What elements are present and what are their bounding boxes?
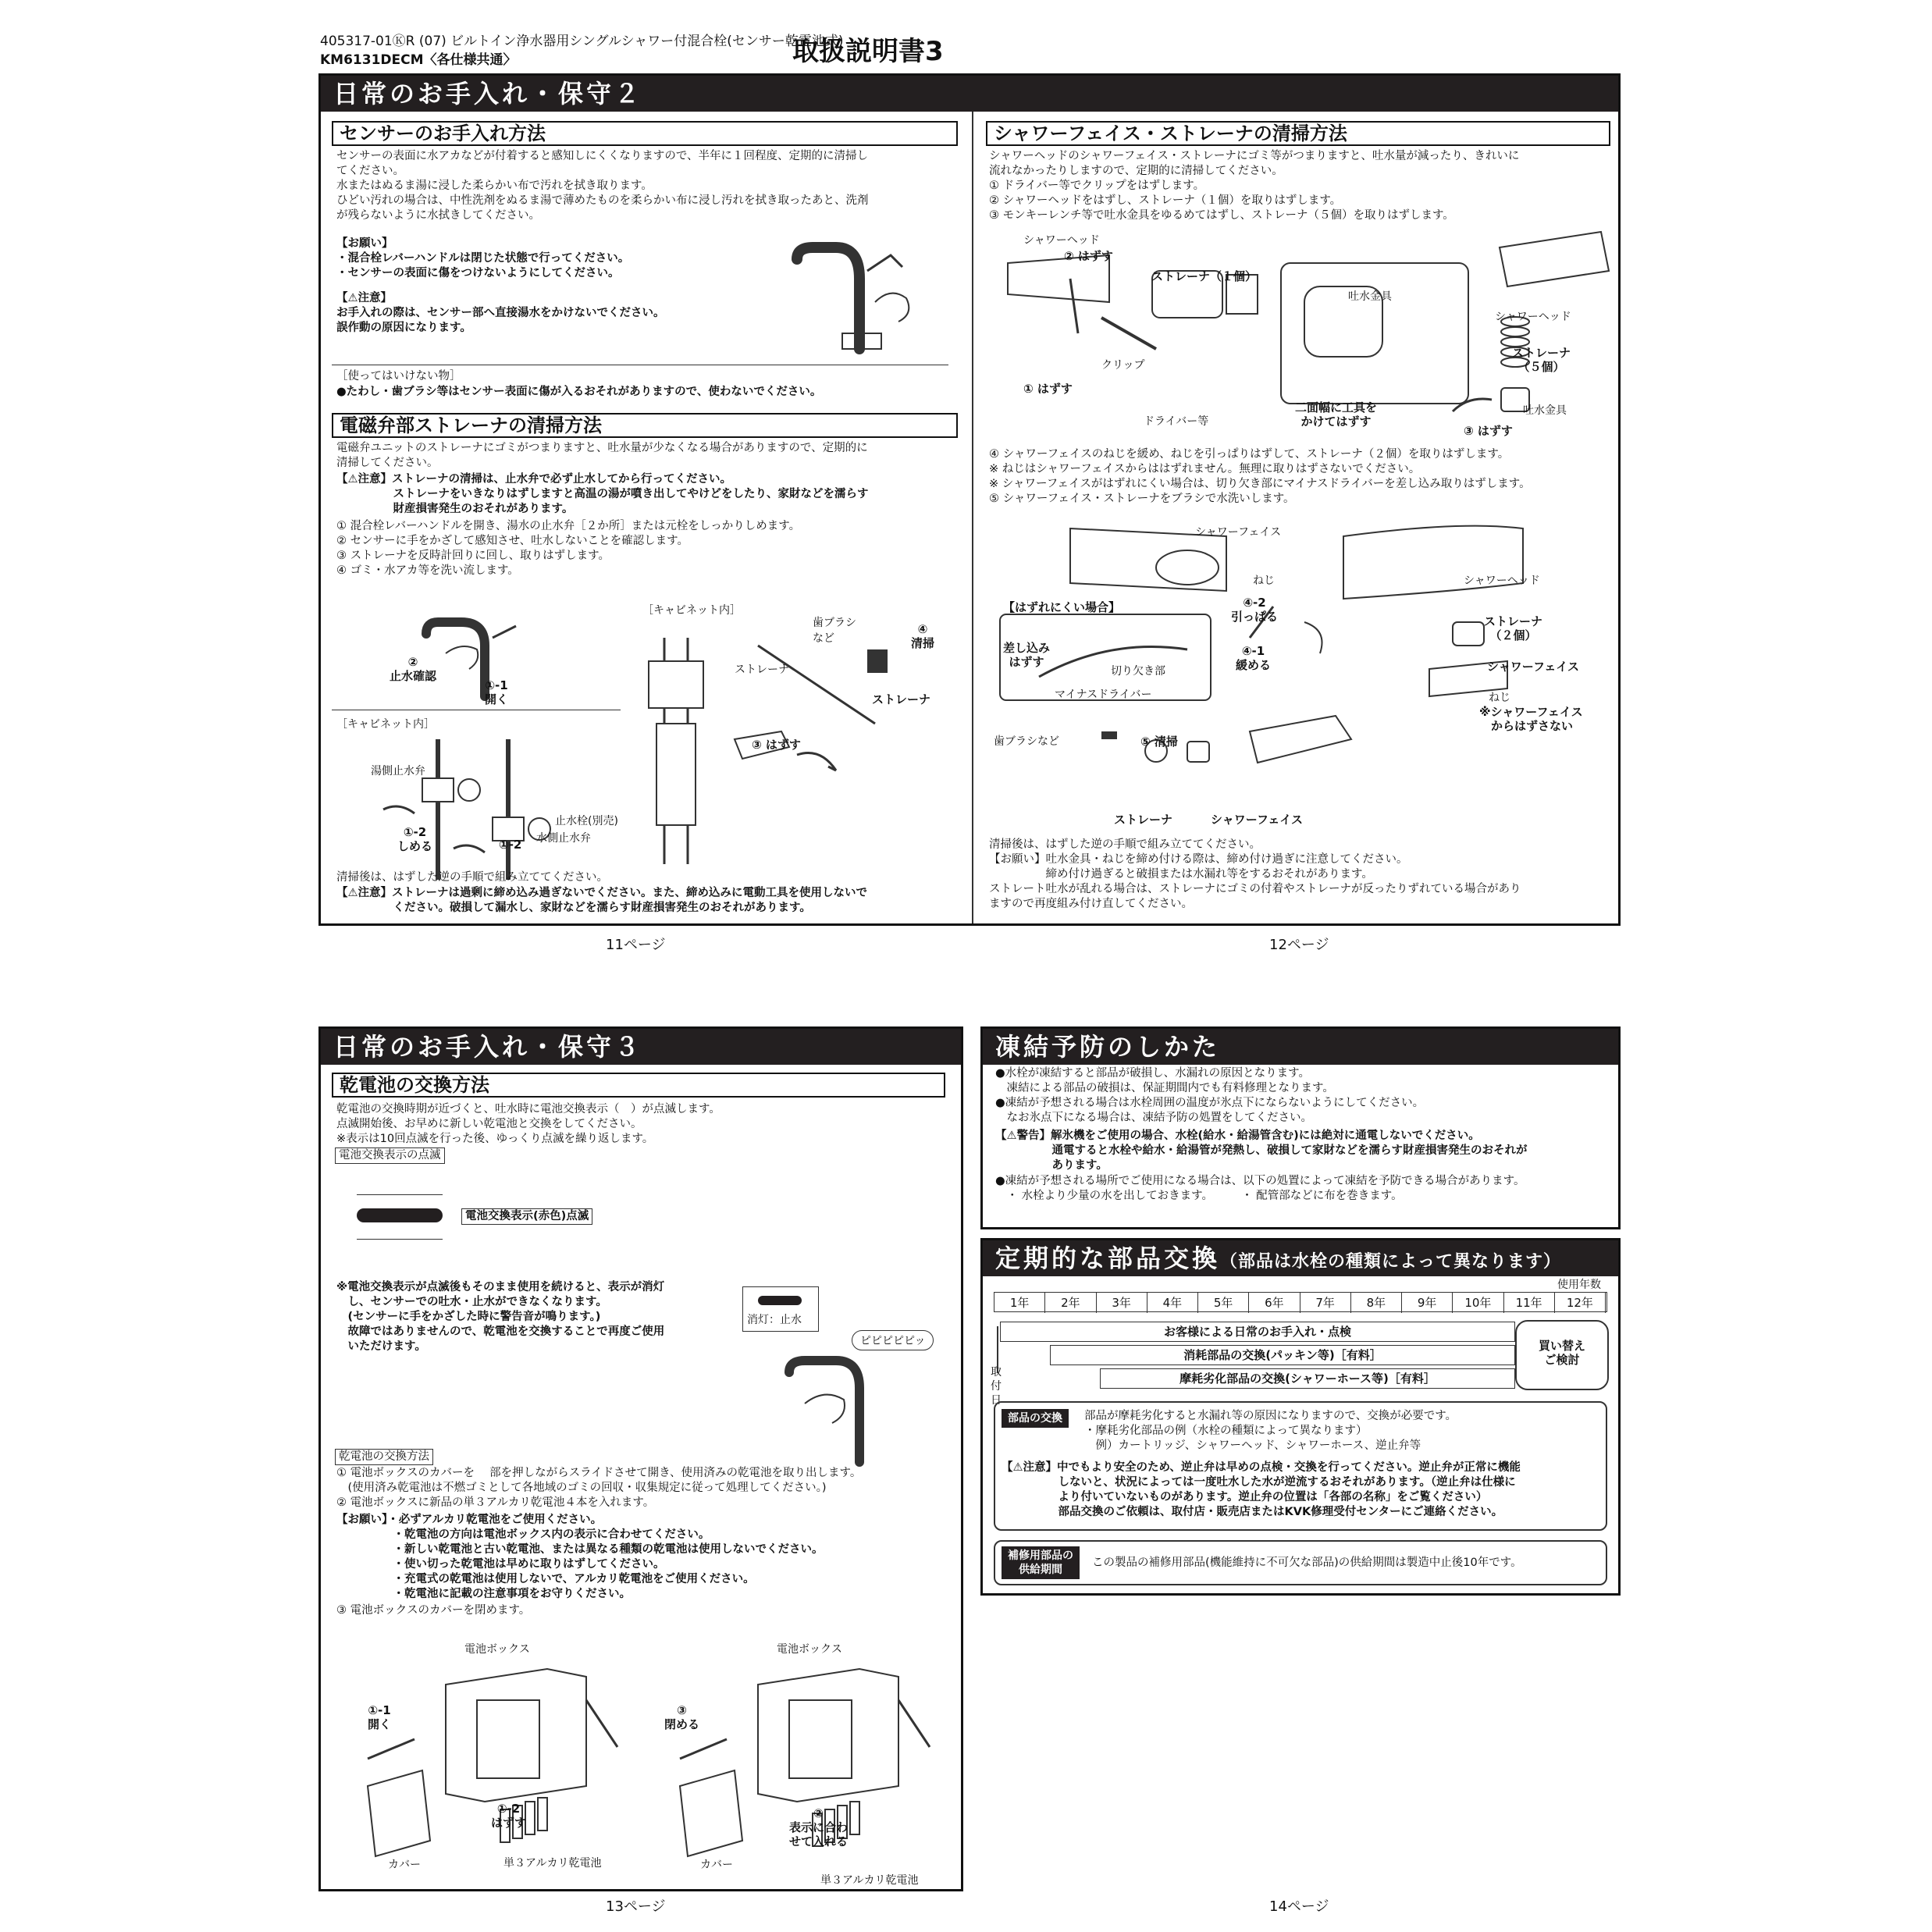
label-strainer-a: ストレーナ: [735, 664, 789, 676]
valve-strainer-title: 電磁弁部ストレーナの清掃方法: [332, 413, 958, 438]
valve-intro: 電磁弁ユニットのストレーナにゴミがつまりますと、吐水量が少なくなる場合がありますので、定期的に 清掃してください。: [336, 442, 868, 469]
year-cell: 2年: [1045, 1293, 1096, 1313]
label-strainer-1: ストレーナ（１個）: [1151, 269, 1258, 283]
label-open-cover: ①-1 開く: [368, 1703, 392, 1731]
label-strainer-5: ストレーナ （５個）: [1512, 346, 1571, 374]
battery-step-3: ③ 電池ボックスのカバーを閉めます。: [336, 1604, 531, 1617]
off-indicator: [758, 1296, 802, 1305]
label-driver: ドライバー等: [1144, 415, 1209, 428]
battery-note: ※電池交換表示が点滅後もそのまま使用を続けると、表示が消灯 し、センサーでの吐水・止水ができなくなります。 (センサーに手をかざした時に警告音が鳴ります。) 故障ではありませんので、乾電池を交換することで再度ご使用 いただけます。: [336, 1281, 665, 1353]
sensor-care-request: 【お願い】 ・混合栓レバーハンドルは閉じた状態で行ってください。 ・センサーの表面に傷をつけないようにしてください。: [336, 237, 630, 279]
years-label: 使用年数: [1557, 1279, 1601, 1291]
label-cover-right: カバー: [700, 1859, 733, 1871]
cabinet-label-upper: ［キャビネット内］: [642, 604, 741, 617]
supply-period-text: この製品の補修用部品(機能維持に不可欠な部品)の供給期間は製造中止後10年です。: [1092, 1557, 1522, 1569]
label-loosen: ④-1 緩める: [1236, 644, 1272, 672]
label-close-2: ①-2: [499, 838, 522, 852]
faucet-check-illustration: [407, 607, 539, 700]
label-remove-2: ② はずす: [1064, 249, 1113, 263]
year-cell: 12年: [1555, 1293, 1606, 1313]
sensor-care-caution: 【⚠注意】 お手入れの際は、センサー部へ直接湯水をかけないでください。 誤作動の原因になります。: [336, 292, 665, 334]
year-cell: 10年: [1453, 1293, 1503, 1313]
label-battery-box-right: 電池ボックス: [777, 1643, 842, 1656]
page11-banner: 日常のお手入れ・保守２: [321, 76, 1618, 112]
label-open: ①-1 開く: [485, 678, 509, 706]
bar-consumables: 消耗部品の交換(パッキン等)［有料］: [1050, 1345, 1515, 1365]
freeze-prevention-box: [980, 1026, 1621, 1229]
label-minus-driver: マイナスドライバー: [1055, 688, 1152, 701]
label-shower-face-2: シャワーフェイス: [1487, 660, 1580, 674]
freeze-body: ●水栓が凍結すると部品が破損し、水漏れの原因となります。 凍結による部品の破損は、保証期間内でも有料修理となります。 ●凍結が予想される場合は水栓周囲の温度が氷点下にならないようにしてください。 なお氷点下になる場合は、凍結予防の処置をしてください。: [995, 1067, 1425, 1124]
year-cell: 5年: [1198, 1293, 1249, 1313]
year-cell: 1年: [994, 1293, 1045, 1313]
parts-banner-title: 定期的な部品交換: [995, 1244, 1221, 1273]
parts-exchange-tag: 部品の交換: [1002, 1409, 1069, 1428]
valve-unit-illustration: [641, 614, 969, 872]
label-strainer-2: ストレーナ （２個）: [1484, 614, 1543, 642]
label-hard-case: 【はずれにくい場合】: [1003, 600, 1121, 614]
label-clip: クリップ: [1101, 359, 1145, 372]
year-cell: 9年: [1402, 1293, 1453, 1313]
valve-caution-2: 【⚠注意】ストレーナは過剰に締め込み過ぎないでください。また、締め込みに電動工具を使用しないで ください。破損して漏水し、家財などを濡らす財産損害発生のおそれがあります。: [336, 887, 867, 914]
battery-request: 【お願い】・必ずアルカリ乾電池をご使用ください。 ・乾電池の方向は電池ボックス内の表示に合わせてください。 ・新しい乾電池と古い乾電池、または異なる種類の乾電池は使用しないでください。 ・使い切った乾電池は早めに取りはずしてください。 ・充電式の乾電池は使用しないで、アルカリ乾電池をご使用ください。 ・乾電池に記載の注意事項をお守りください。: [336, 1514, 824, 1600]
cabinet-label-lower: ［キャビネット内］: [336, 718, 435, 731]
label-spout: 吐水金具: [1348, 290, 1392, 303]
document-title: 取扱説明書3: [792, 36, 944, 67]
shower-strainer-title: シャワーフェイス・ストレーナの清掃方法: [986, 121, 1610, 146]
install-date-label: 取 付 日: [991, 1366, 1002, 1407]
year-cell: 6年: [1249, 1293, 1300, 1313]
label-close-cover: ③ 閉める: [664, 1703, 700, 1731]
label-cold-valve: 水側止水弁: [536, 832, 591, 845]
label-shower-head-3: シャワーヘッド: [1464, 575, 1540, 587]
page13-banner: 日常のお手入れ・保守３: [321, 1029, 961, 1065]
battery-title: 乾電池の交換方法: [332, 1073, 945, 1098]
shower-face-illustration: [992, 521, 1617, 778]
label-spout-2: 吐水金具: [1523, 404, 1567, 417]
bar-daily-care: お客様による日常のお手入れ・点検: [1000, 1322, 1515, 1342]
blink-indicator: [357, 1208, 443, 1222]
label-close-1: ①-2 しめる: [397, 825, 433, 853]
sensor-care-body: センサーの表面に水アカなどが付着すると感知しにくくなりますので、半年に１回程度、定期的に清掃し てください。 水またはぬるま湯に浸した柔らかい布で汚れを拭き取ります。 ひどい汚れの場合は、中性洗剤をぬるま湯で薄めたものを柔らかい布に浸し汚れを拭き取ったあと、洗剤 が残らないように水拭きしてください。: [336, 150, 869, 222]
label-hot-valve: 湯側止水弁: [371, 765, 425, 777]
shower-after: 清掃後は、はずした逆の手順で組み立ててください。 【お願い】吐水金具・ねじを締め付ける際は、締め付け過ぎに注意してください。 締め付け過ぎると破損または水漏れ等をするおそれがあります。 ストレート吐水が乱れる場合は、ストレーナにゴミの付着やストレーナが反ったりずれている場合があり ますので再度組み付け直してください。: [989, 838, 1521, 910]
valve-caution: 【⚠注意】ストレーナの清掃は、止水弁で必ず止水してから行ってください。 ストレーナをいきなりはずしますと高温の湯が噴き出してやけどをしたり、家財などを濡らす 財産損害発生のおそれがあります。: [336, 473, 869, 515]
label-pull: ④-2 引っぱる: [1231, 596, 1279, 624]
label-remove-3b: ③ はずす: [1464, 424, 1513, 438]
parts-caution: 【⚠注意】中でもより安全のため、逆止弁は早めの点検・交換を行ってください。逆止弁が正常に機能 しないと、状況によっては一度吐水した水が逆流するおそれがあります。（逆止弁は仕様に より付いていないものがあります。逆止弁の位置は「各部の名称」をご覧ください） 部品交換のご依頼は、取付店・販売店またはKVK修理受付センターにご連絡ください。: [1002, 1461, 1521, 1518]
label-shower-head: シャワーヘッド: [1023, 234, 1100, 247]
shower-intro: シャワーヘッドのシャワーフェイス・ストレーナにゴミ等がつまりますと、吐水量が減ったり、きれいに 流れなかったりしますので、定期的に清掃してください。 ① ドライバー等でクリップをはずします。 ② シャワーヘッドをはずし、ストレーナ（１個）を取りはずします。 ③ モンキーレンチ等で吐水金具をゆるめてはずし、ストレーナ（５個）を取りはずします。: [989, 150, 1520, 222]
battery-box-1: 電池交換表示の点滅: [335, 1147, 445, 1164]
parts-exchange-text: 部品が摩耗劣化すると水漏れ等の原因になりますので、交換が必要です。 ・摩耗劣化部品の例（水栓の種類によって異なります） 例）カートリッジ、シャワーヘッド、シャワーホース、逆止弁等: [1084, 1410, 1457, 1452]
years-row: [994, 1292, 1607, 1312]
sensor-faucet-illustration: [774, 224, 945, 357]
page-divider: [972, 112, 973, 926]
label-screw: ねじ: [1253, 575, 1275, 587]
forbidden-heading: ［使ってはいけない物］: [336, 370, 461, 382]
battery-box-2: 乾電池の交換方法: [335, 1449, 433, 1465]
label-stop-valve: 止水栓(別売): [555, 815, 618, 827]
freeze-banner: 凍結予防のしかた: [983, 1029, 1618, 1065]
label-aa-left: 単３アルカリ乾電池: [503, 1857, 602, 1870]
label-toothbrush-2: 歯ブラシなど: [994, 735, 1059, 748]
label-do-not-remove: ※シャワーフェイス からはずさない: [1479, 705, 1583, 733]
label-strainer-b: ストレーナ: [872, 692, 931, 706]
battery-box-illustration-left: [352, 1653, 617, 1872]
label-check: ② 止水確認: [390, 655, 437, 683]
label-battery-box-left: 電池ボックス: [464, 1643, 530, 1656]
label-align-batteries: ② 表示に合わ せて入れる: [789, 1806, 849, 1848]
blink-label: 電池交換表示(赤色)点滅: [461, 1208, 592, 1225]
year-cell: 3年: [1097, 1293, 1147, 1313]
year-cell: 8年: [1351, 1293, 1402, 1313]
shower-steps-2: ④ シャワーフェイスのねじを緩め、ねじを引っぱりはずして、ストレーナ（２個）を取りはずします。 ※ ねじはシャワーフェイスからははずれません。無理に取りはずさないでください。 ※ シャワーフェイスがはずれにくい場合は、切り欠き部にマイナスドライバーを差し込み取りはずします。 ⑤ シャワーフェイス・ストレーナをブラシで水洗いします。: [989, 448, 1531, 505]
bar-wear-parts: 摩耗劣化部品の交換(シャワーホース等)［有料］: [1100, 1368, 1515, 1389]
label-clean-5: ⑤ 清掃: [1140, 735, 1178, 749]
label-shower-face: シャワーフェイス: [1195, 526, 1282, 539]
label-screw-2: ねじ: [1489, 692, 1510, 704]
label-remove-3: ③ はずす: [752, 738, 801, 752]
product-code: 405317-01ⓀR (07) ビルトイン浄水器用シングルシャワー付混合栓(センサー乾電池式): [320, 34, 844, 49]
year-cell: 7年: [1300, 1293, 1351, 1313]
battery-steps: ① 電池ボックスのカバーを 部を押しながらスライドさせて開き、使用済みの乾電池を取り出します。 (使用済み乾電池は不燃ゴミとして各地域のゴミの回収・収集規定に従って処理してください。) ② 電池ボックスに新品の単３アルカリ乾電池４本を入れます。: [336, 1467, 862, 1509]
stop-valves-illustration: [368, 731, 617, 888]
label-cover-left: カバー: [388, 1859, 421, 1871]
parts-banner-note: （部品は水栓の種類によって異なります）: [1220, 1252, 1562, 1272]
model-number: KM6131DECM〈各仕様共通〉: [320, 52, 517, 68]
page-number-14: 14ページ: [1269, 1898, 1329, 1915]
label-remove-batteries: ①-2 はずす: [491, 1802, 527, 1830]
label-notch: 切り欠き部: [1111, 665, 1165, 678]
parts-replacement-box: [980, 1238, 1621, 1596]
label-insert: 差し込み はずす: [1003, 641, 1051, 669]
off-label: 消灯：止水: [747, 1314, 802, 1326]
page-number-11: 11ページ: [606, 937, 666, 953]
page-number-12: 12ページ: [1269, 937, 1329, 953]
year-cell: 4年: [1147, 1293, 1198, 1313]
pages-11-12: [318, 73, 1621, 926]
parts-banner: [983, 1240, 1618, 1276]
valve-after: 清掃後は、はずした逆の手順で組み立ててください。: [336, 871, 608, 884]
forbidden-items: ●たわし・歯ブラシ等はセンサー表面に傷が入るおそれがありますので、使わないでください。: [336, 386, 822, 398]
freeze-warning: 【⚠警告】解氷機をご使用の場合、水栓(給水・給湯管含む)には絶対に通電しないでください。 通電すると水栓や給水・給湯管が発熱し、破損して家財などを濡らす財産損害発生のおそれが あります。: [995, 1130, 1528, 1172]
beep-label: ピピピピピッ: [852, 1330, 934, 1350]
label-aa-right: 単３アルカリ乾電池: [820, 1874, 919, 1887]
label-strainer-c: ストレーナ: [1114, 813, 1173, 827]
label-shower-face-3: シャワーフェイス: [1211, 813, 1304, 827]
sensor-care-title: センサーのお手入れ方法: [332, 121, 958, 146]
page-13: [318, 1026, 963, 1891]
battery-intro: 乾電池の交換時期が近づくと、吐水時に電池交換表示（ ）が点滅します。 点滅開始後、お早めに新しい乾電池と交換をしてください。 ※表示は10回点滅を行った後、ゆっくり点滅を繰り返します。: [336, 1103, 720, 1145]
label-remove-1: ① はずす: [1023, 382, 1073, 396]
label-toothbrush: 歯ブラシ など: [813, 617, 856, 645]
label-clean-4: ④ 清掃: [911, 622, 935, 650]
label-shower-head-2: シャワーヘッド: [1495, 311, 1571, 323]
supply-period-tag: 補修用部品の 供給期間: [1002, 1546, 1080, 1579]
valve-steps: ① 混合栓レバーハンドルを開き、湯水の止水弁［２か所］または元栓をしっかりしめます。 ② センサーに手をかざして感知させ、吐水しないことを確認します。 ③ ストレーナを反時計回りに回し、取りはずします。 ④ ゴミ・水アカ等を洗い流します。: [336, 520, 801, 577]
label-two-face: 二面幅に工具を かけてはずす: [1295, 400, 1378, 429]
faucet-hand-illustration: [758, 1341, 914, 1466]
year-cell: 11年: [1504, 1293, 1555, 1313]
replace-label: 買い替え ご検討: [1538, 1339, 1585, 1367]
page-number-13: 13ページ: [606, 1898, 666, 1915]
freeze-body-2: ●凍結が予想される場所でご使用になる場合は、以下の処置によって凍結を予防できる場合があります。 ・ 水栓より少量の水を出しておきます。 ・ 配管部などに布を巻きます。: [995, 1175, 1525, 1202]
